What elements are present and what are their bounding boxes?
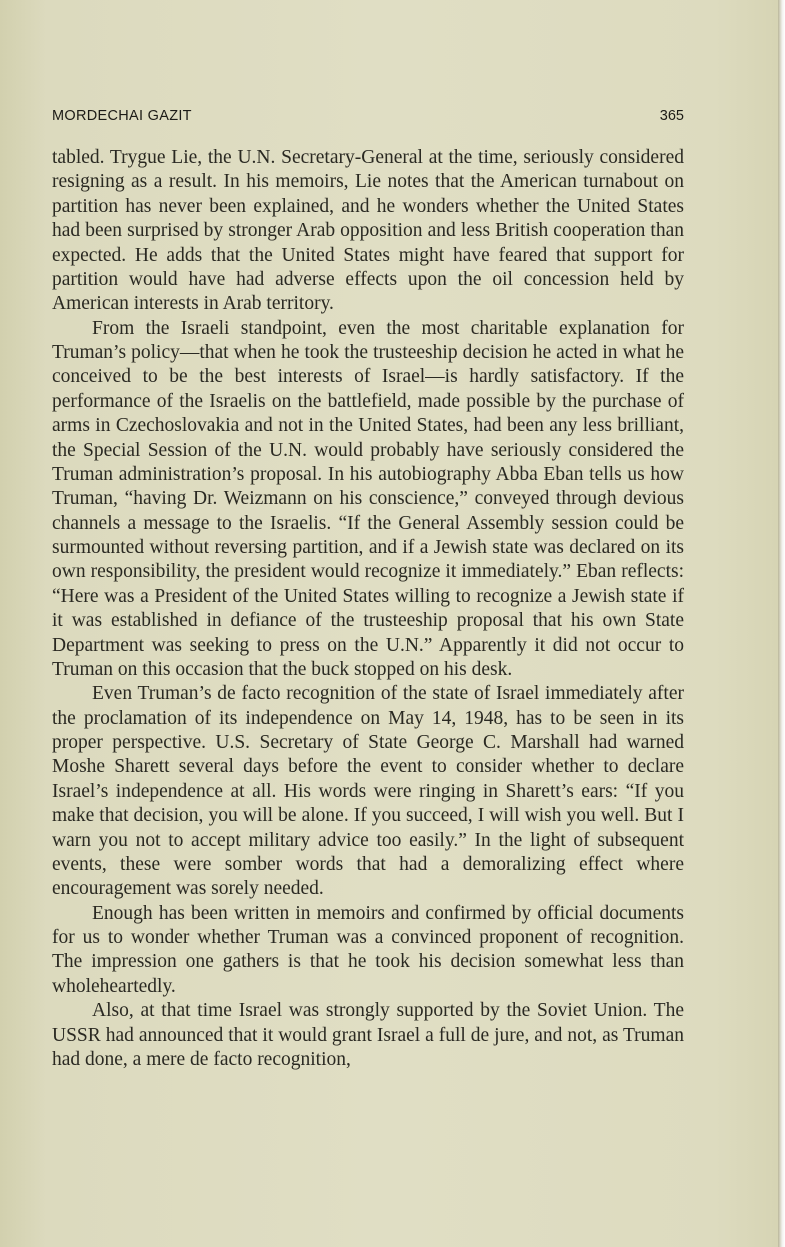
body-text: [52, 146, 684, 1072]
page-edge: [778, 0, 785, 1247]
running-head-author: MORDECHAI GAZIT: [52, 108, 192, 124]
paragraph: Also, at that time Israel was strongly supported by the Soviet Union. The USSR had announced that it would grant Israel a full de jure, and not, as Truman had done, a mere de facto recognition,: [52, 1000, 684, 1070]
paragraph: From the Israeli standpoint, even the most charitable explanation for Truman’s policy—that when he took the trusteeship decision he acted in what he conceived to be the best interests of Israel—is hardly satisfactory. If the performance of the Israelis on the battlefield, made possible by the purchase of arms in Czechoslovakia and not in the United States, had been any less brilliant, the Special Session of the U.N. would probably have seriously considered the Truman administration’s proposal. In his autobiography Abba Eban tells us how Truman, “having Dr. Weizmann on his conscience,” conveyed through devious channels a message to the Israelis. “If the General Assembly session could be surmounted without reversing partition, and if a Jewish state was declared on its own responsibility, the president would recognize it immediately.” Eban reflects: “Here was a President of the United States willing to recognize a Jewish state if it was established in defiance of the trusteeship proposal that his own State Department was seeking to press on the U.N.” Apparently it did not occur to Truman on this occasion that the buck stopped on his desk.: [52, 317, 684, 680]
running-head: [52, 108, 684, 128]
paragraph: tabled. Trygue Lie, the U.N. Secretary-General at the time, seriously considered resigning as a result. In his memoirs, Lie notes that the American turnabout on partition has never been explained, and he wonders whether the United States had been surprised by stronger Arab opposition and less British cooperation than expected. He adds that the United States might have feared that support for partition would have had adverse effects upon the oil concession held by American interests in Arab territory.: [52, 147, 684, 315]
paragraph: Enough has been written in memoirs and confirmed by official documents for us to wonder whether Truman was a convinced proponent of recognition. The impression one gathers is that he took his decision somewhat less than wholeheartedly.: [52, 902, 684, 997]
paragraph: Even Truman’s de facto recognition of the state of Israel immediately after the proclamation of its independence on May 14, 1948, has to be seen in its proper perspective. U.S. Secretary of State George C. Marshall had warned Moshe Sharett several days before the event to consider whether to declare Israel’s independence at all. His words were ringing in Sharett’s ears: “If you make that decision, you will be alone. If you succeed, I will wish you well. But I warn you not to accept military advice too easily.” In the light of subsequent events, these were somber words that had a demoralizing effect where encouragement was sorely needed.: [52, 683, 684, 900]
page-number: 365: [659, 108, 684, 124]
